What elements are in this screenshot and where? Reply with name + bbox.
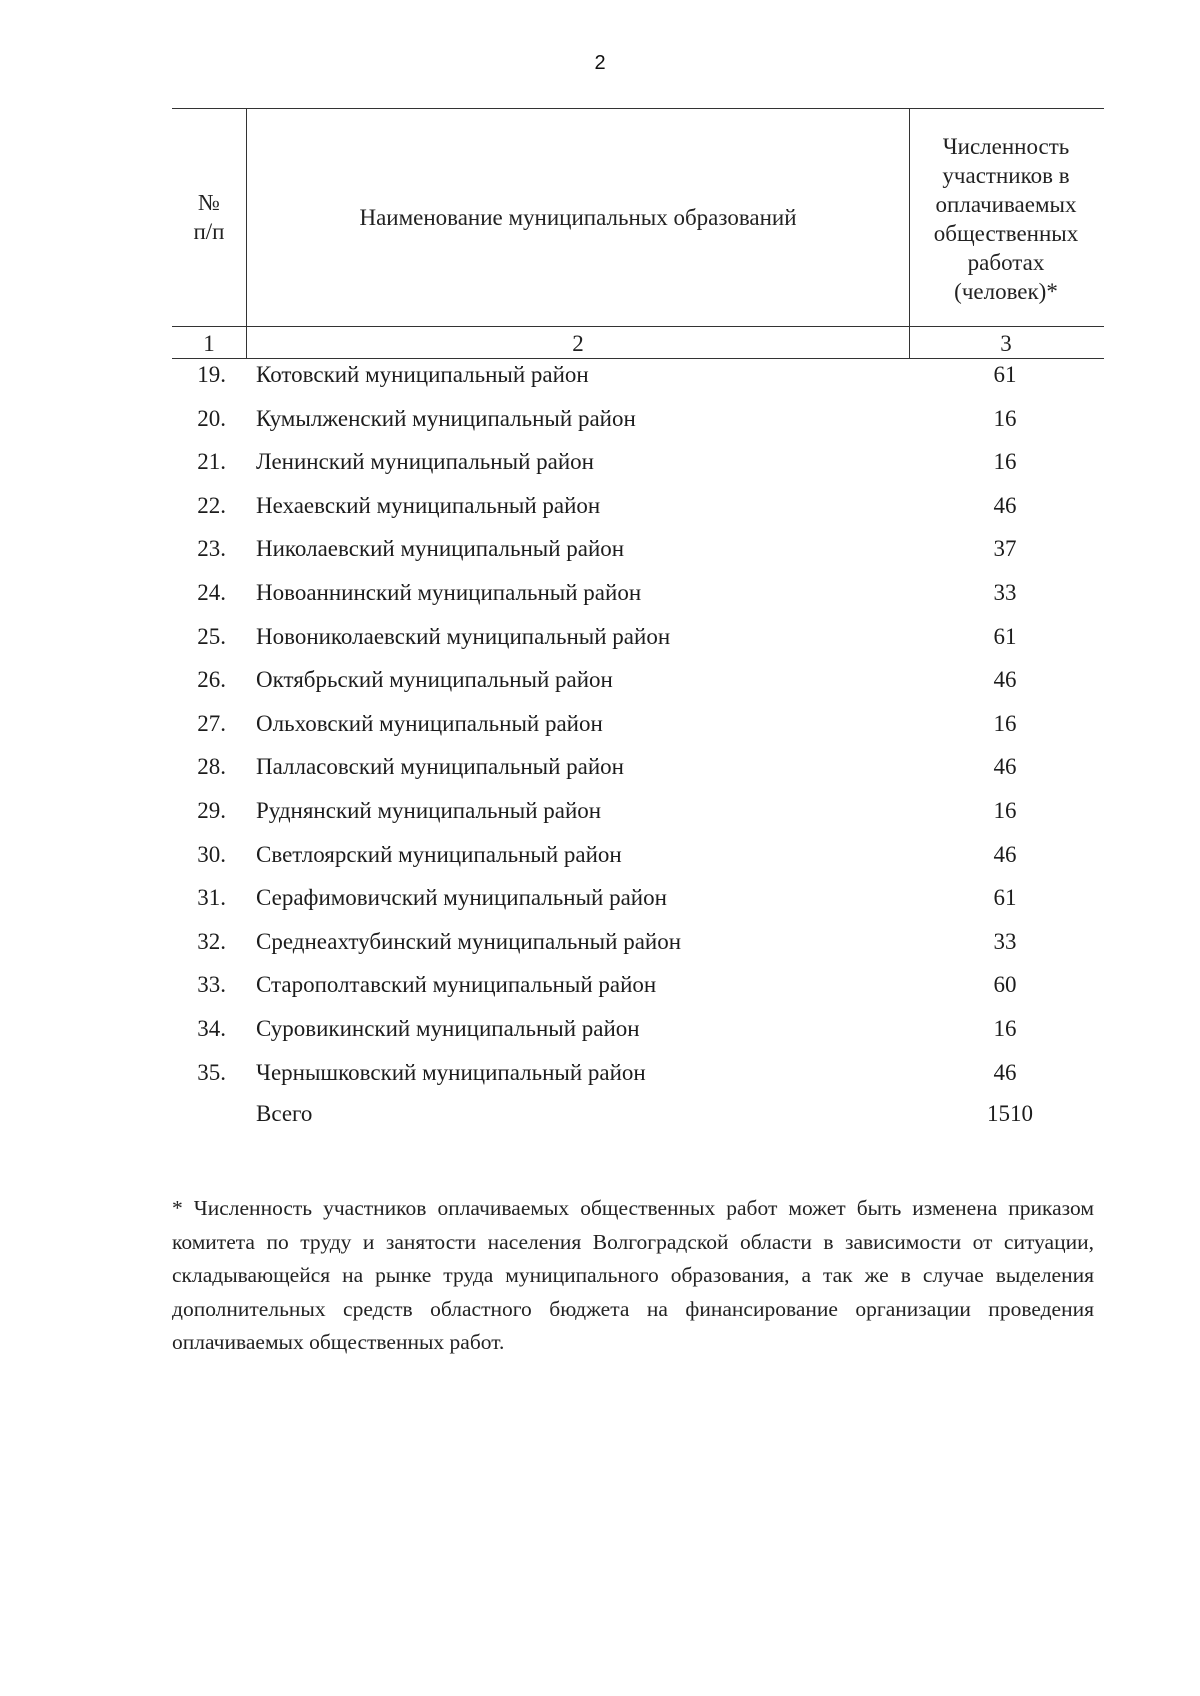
- table-row: [0, 353, 1200, 397]
- table-row: [0, 1051, 1200, 1095]
- row-number: 32.: [197, 928, 226, 954]
- row-name: Новоаннинский муниципальный район: [256, 579, 642, 605]
- row-name: Новониколаевский муниципальный район: [256, 623, 671, 649]
- row-number: 30.: [197, 841, 226, 867]
- row-name: Чернышковский муниципальный район: [256, 1059, 646, 1085]
- row-value: 61: [993, 885, 1017, 911]
- row-number: 31.: [197, 885, 226, 911]
- row-number: 26.: [197, 667, 226, 693]
- row-name: Старополтавский муниципальный район: [256, 972, 657, 998]
- row-name: Кумылженский муниципальный район: [256, 405, 636, 431]
- row-value: 61: [993, 623, 1017, 649]
- row-name: Ленинский муниципальный район: [256, 449, 594, 475]
- row-name: Ольховский муниципальный район: [256, 710, 603, 736]
- column-number-1: 1: [203, 331, 215, 356]
- row-number: 27.: [197, 710, 226, 736]
- column-number-3: 3: [1000, 331, 1012, 356]
- table-row: [0, 702, 1200, 746]
- row-value: 61: [993, 362, 1017, 387]
- row-value: 60: [993, 972, 1017, 998]
- column-number-2: 2: [572, 331, 584, 356]
- row-number: 24.: [197, 579, 226, 605]
- page-number: 2: [594, 52, 606, 74]
- table-row: [0, 833, 1200, 877]
- table-row: [0, 963, 1200, 1007]
- table-row: [0, 920, 1200, 964]
- table-body: [0, 353, 1200, 1134]
- row-number: 20.: [197, 405, 226, 431]
- row-name: Котовский муниципальный район: [256, 362, 589, 387]
- row-value: 16: [993, 449, 1017, 475]
- row-name: Октябрьский муниципальный район: [256, 667, 613, 693]
- row-value: 46: [993, 754, 1017, 780]
- row-value: 33: [993, 579, 1017, 605]
- row-value: 16: [993, 1015, 1017, 1041]
- header-mid-rule: [172, 326, 1104, 327]
- total-row: [0, 1094, 1200, 1134]
- row-name: Николаевский муниципальный район: [256, 536, 625, 562]
- row-number: 25.: [197, 623, 226, 649]
- table-row: [0, 789, 1200, 833]
- table-row: [0, 658, 1200, 702]
- header-number: [172, 108, 246, 326]
- table-row: [0, 1007, 1200, 1051]
- row-value: 16: [993, 797, 1017, 823]
- header-name: Наименование муниципальных образований: [359, 204, 797, 230]
- table-row: [0, 527, 1200, 571]
- row-value: 16: [993, 710, 1017, 736]
- footnote: * Численность участников оплачиваемых общественных работ может быть изменена приказом комитета по труду и занятости населения Волгоградской области в зависимости от ситуации, складывающейся на рынке труда муниципального образования, а так же в случае выделения дополнительных средств областного бюджета на финансирование организации проведения оплачиваемых общественных работ.: [172, 1196, 1094, 1354]
- row-number: 21.: [197, 449, 226, 475]
- row-name: Палласовский муниципальный район: [256, 754, 624, 780]
- row-value: 46: [993, 667, 1017, 693]
- row-number: 35.: [197, 1059, 226, 1085]
- table-header: [172, 108, 1104, 358]
- row-name: Суровикинский муниципальный район: [256, 1015, 640, 1041]
- total-value: 1510: [987, 1101, 1033, 1127]
- table-row: [0, 571, 1200, 615]
- header-number-abbr: п/п: [193, 219, 225, 244]
- row-number: 19.: [197, 362, 226, 387]
- header-count: Численность участников в оплачиваемых общественных работах (человек)*: [933, 134, 1079, 304]
- row-value: 46: [993, 492, 1017, 518]
- row-value: 46: [993, 1059, 1017, 1085]
- row-number: 28.: [197, 754, 226, 780]
- table-row: [0, 745, 1200, 789]
- table-row: [0, 615, 1200, 659]
- row-number: 33.: [197, 972, 226, 998]
- row-number: 34.: [197, 1015, 226, 1041]
- header-number-symbol: №: [198, 190, 220, 215]
- row-name: Серафимовичский муниципальный район: [256, 885, 667, 911]
- row-value: 33: [993, 928, 1017, 954]
- total-label: Всего: [256, 1101, 313, 1127]
- table-row: [0, 397, 1200, 441]
- row-name: Светлоярский муниципальный район: [256, 841, 622, 867]
- row-number: 23.: [197, 536, 226, 562]
- table-row: [0, 440, 1200, 484]
- row-name: Среднеахтубинский муниципальный район: [256, 928, 682, 954]
- row-number: 29.: [197, 797, 226, 823]
- row-name: Руднянский муниципальный район: [256, 797, 602, 823]
- row-value: 37: [993, 536, 1017, 562]
- table-row: [0, 876, 1200, 920]
- row-value: 46: [993, 841, 1017, 867]
- row-value: 16: [993, 405, 1017, 431]
- row-name: Нехаевский муниципальный район: [256, 492, 601, 518]
- row-number: 22.: [197, 492, 226, 518]
- table-row: [0, 484, 1200, 528]
